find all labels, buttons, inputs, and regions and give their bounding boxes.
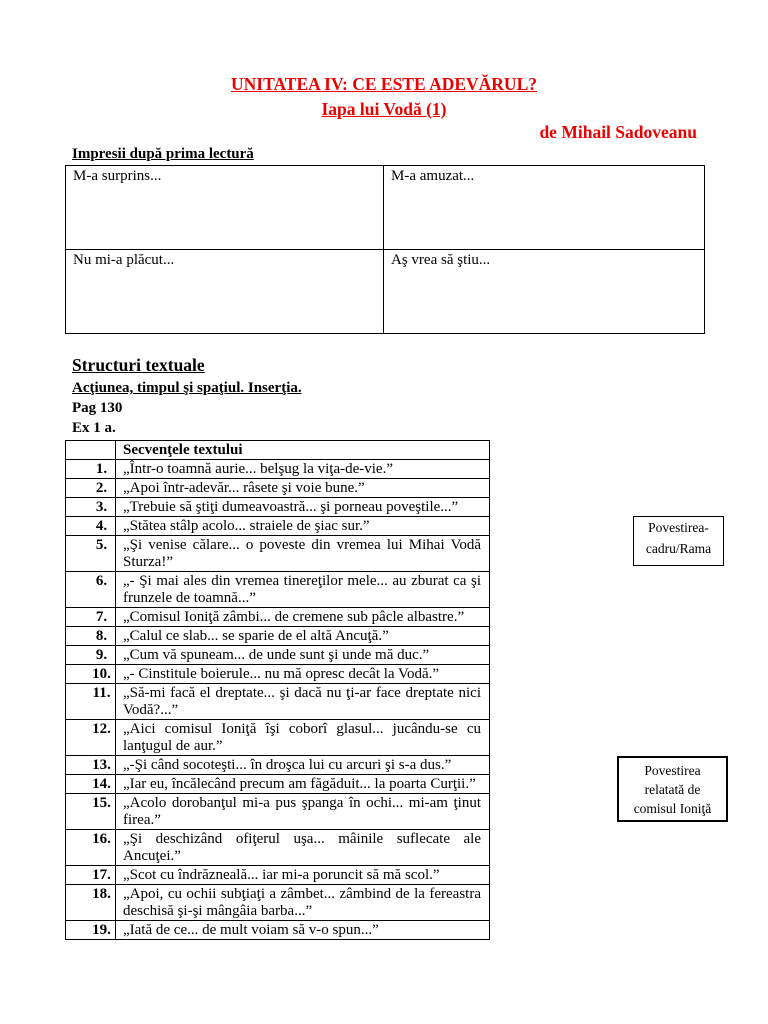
sequence-text: „Într-o toamnă aurie... belşug la viţa-de-vie.” — [116, 460, 490, 479]
sequence-text: „Trebuie să ştiţi dumeavoastră... şi porneau poveştile...” — [116, 498, 490, 517]
row-number: 9. — [66, 646, 116, 665]
sequence-text: „Stătea stâlp acolo... straiele de şiac sur.” — [116, 517, 490, 536]
sequence-text: „Apoi, cu ochii subţiaţi a zâmbet... zâmbind de la fereastra deschisă şi-şi mângâia barba...” — [116, 885, 490, 921]
sequences-table — [65, 440, 490, 940]
row-number: 2. — [66, 479, 116, 498]
sequence-text: „Să-mi facă el dreptate... şi dacă nu ţi-ar face dreptate nici Vodă?...” — [116, 684, 490, 720]
row-number: 13. — [66, 756, 116, 775]
row-number: 17. — [66, 866, 116, 885]
table-header-row — [66, 441, 490, 460]
sequence-text: „Acolo dorobanţul mi-a pus şpanga în ochi... mi-am ţinut firea.” — [116, 794, 490, 830]
inner-story-label-box: Povestirea relatată de comisul Ioniţă — [617, 756, 728, 822]
row-number: 3. — [66, 498, 116, 517]
table-row — [66, 665, 490, 684]
table-row — [66, 460, 490, 479]
sequence-text: „Şi venise călare... o poveste din vremea lui Mihai Vodă Sturza!” — [116, 536, 490, 572]
row-number: 14. — [66, 775, 116, 794]
impression-cell-disliked: Nu mi-a plăcut... — [66, 250, 384, 334]
sequence-text: „- Şi mai ales din vremea tinereţilor mele... au zburat ca şi frunzele de toamnă...” — [116, 572, 490, 608]
section-heading: Structuri textuale — [72, 355, 205, 375]
table-row — [66, 684, 490, 720]
sequence-text: „Scot cu îndrăzneală... iar mi-a poruncit să mă scol.” — [116, 866, 490, 885]
row-number: 15. — [66, 794, 116, 830]
impression-cell-surprised: M-a surprins... — [66, 166, 384, 250]
section-subheading: Acţiunea, timpul şi spaţiul. Inserţia. — [72, 380, 302, 396]
row-number: 16. — [66, 830, 116, 866]
table-row — [66, 794, 490, 830]
row-number: 10. — [66, 665, 116, 684]
table-row — [66, 498, 490, 517]
row-number: 6. — [66, 572, 116, 608]
table-row — [66, 517, 490, 536]
author-line: de Mihail Sadoveanu — [539, 122, 697, 142]
unit-title: UNITATEA IV: CE ESTE ADEVĂRUL? — [230, 74, 537, 94]
impressions-table — [65, 165, 705, 334]
impression-cell-want-to-know: Aş vrea să ştiu... — [384, 250, 705, 334]
row-number: 1. — [66, 460, 116, 479]
row-number: 11. — [66, 684, 116, 720]
row-number: 19. — [66, 921, 116, 940]
sequence-text: „-Şi când socoteşti... în droşca lui cu arcuri şi s-a dus.” — [116, 756, 490, 775]
sequence-text: „Calul ce slab... se sparie de el altă Ancuţă.” — [116, 627, 490, 646]
row-number: 8. — [66, 627, 116, 646]
impressions-row — [66, 166, 705, 250]
table-row — [66, 866, 490, 885]
sequence-text: „Apoi într-adevăr... râsete şi voie bune.” — [116, 479, 490, 498]
row-number: 18. — [66, 885, 116, 921]
table-row — [66, 536, 490, 572]
sequence-text: „Iar eu, încălecând precum am făgăduit... la poarta Curţii.” — [116, 775, 490, 794]
sequence-text: „Şi deschizând ofiţerul uşa... mâinile suflecate ale Ancuţei.” — [116, 830, 490, 866]
table-row — [66, 921, 490, 940]
impressions-row — [66, 250, 705, 334]
sequence-text: „Cum vă spuneam... de unde sunt şi unde mă duc.” — [116, 646, 490, 665]
sequence-text: „- Cinstitule boierule... nu mă opresc decât la Vodă.” — [116, 665, 490, 684]
impressions-heading: Impresii după prima lectură — [72, 146, 254, 162]
sequence-text: „Iată de ce... de mult voiam să v-o spun...” — [116, 921, 490, 940]
exercise-label: Ex 1 a. — [72, 420, 116, 436]
page-reference: Pag 130 — [72, 400, 123, 416]
row-number: 12. — [66, 720, 116, 756]
lesson-title: Iapa lui Vodă (1) — [321, 99, 447, 119]
sequence-text: „Comisul Ioniţă zâmbi... de cremene sub pâcle albastre.” — [116, 608, 490, 627]
impression-cell-amused: M-a amuzat... — [384, 166, 705, 250]
table-row — [66, 572, 490, 608]
table-row — [66, 608, 490, 627]
sequence-column-header: Secvenţele textului — [116, 441, 490, 460]
table-row — [66, 720, 490, 756]
row-number: 4. — [66, 517, 116, 536]
table-row — [66, 885, 490, 921]
frame-story-label-box: Povestirea-cadru/Rama — [633, 516, 724, 566]
number-column-header — [66, 441, 116, 460]
row-number: 5. — [66, 536, 116, 572]
table-row — [66, 627, 490, 646]
table-row — [66, 830, 490, 866]
row-number: 7. — [66, 608, 116, 627]
table-row — [66, 775, 490, 794]
table-row — [66, 756, 490, 775]
sequence-text: „Aici comisul Ioniţă îşi coborî glasul... jucându-se cu lanţugul de aur.” — [116, 720, 490, 756]
table-row — [66, 479, 490, 498]
table-row — [66, 646, 490, 665]
